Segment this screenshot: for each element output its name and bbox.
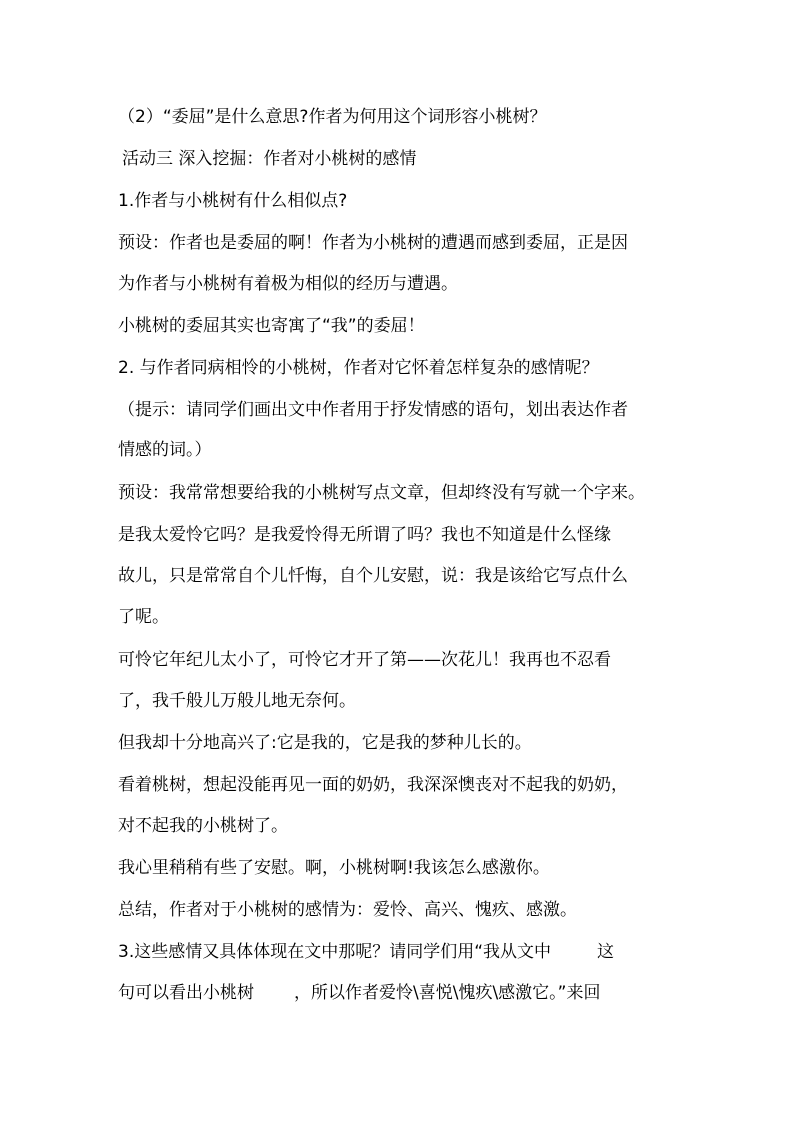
answer-1-line-3: 小桃树的委屈其实也寄寓了“我”的委屈！ <box>118 316 425 336</box>
question-3-part-d: ，所以作者爱怜\喜悦\愧疚\感激它。”来回 <box>294 983 601 1003</box>
answer-2-line-1: 预设：我常常想要给我的小桃树写点文章，但却终没有写就一个字来。 <box>118 483 645 503</box>
hint-line-2: 情感的词。） <box>118 440 212 460</box>
question-3-part-b: 这 <box>597 942 615 962</box>
question-3-line-2 <box>118 981 601 1005</box>
question-3-part-c: 句可以看出小桃树 <box>118 983 254 1003</box>
answer-2-line-6: 了，我千般儿万般儿地无奈何。 <box>118 691 356 711</box>
answer-2-line-3: 故儿，只是常常自个儿忏悔，自个儿安慰，说：我是该给它写点什么 <box>118 566 628 586</box>
question-3-line-1 <box>118 940 614 964</box>
question-3-part-a: 3.这些感情又具体体现在文中那呢？请同学们用“我从文中 <box>118 942 552 962</box>
answer-2-line-2: 是我太爱怜它吗？是我爱怜得无所谓了吗？我也不知道是什么怪缘 <box>118 525 611 545</box>
answer-1-line-2: 为作者与小桃树有着极为相似的经历与遭遇。 <box>118 274 458 294</box>
answer-2-line-9: 对不起我的小桃树了。 <box>118 816 288 836</box>
answer-2-line-10: 我心里稍稍有些了安慰。啊，小桃树啊!我该怎么感激你。 <box>118 858 550 878</box>
answer-2-line-7: 但我却十分地高兴了:它是我的，它是我的梦种儿长的。 <box>118 733 532 753</box>
answer-1-line-1: 预设：作者也是委屈的啊！作者为小桃树的遭遇而感到委屈，正是因 <box>118 233 628 253</box>
answer-2-line-8: 看着桃树，想起没能再见一面的奶奶，我深深懊丧对不起我的奶奶， <box>118 775 628 795</box>
summary-line: 总结，作者对于小桃树的感情为：爱怜、高兴、愧疚、感激。 <box>118 900 577 920</box>
answer-2-line-4: 了呢。 <box>118 607 169 627</box>
question-1: 1.作者与小桃树有什么相似点? <box>118 191 348 211</box>
activity-three-heading: 活动三 深入挖掘：作者对小桃树的感情 <box>122 149 417 169</box>
question-2-2: （2）“委屈”是什么意思?作者为何用这个词形容小桃树？ <box>118 107 547 127</box>
question-2: 2. 与作者同病相怜的小桃树，作者对它怀着怎样复杂的感情呢？ <box>118 358 599 378</box>
answer-2-line-5: 可怜它年纪儿太小了，可怜它才开了第——次花儿！我再也不忍看 <box>118 650 611 670</box>
hint-line-1: （提示：请同学们画出文中作者用于抒发情感的语句，划出表达作者 <box>118 400 628 420</box>
